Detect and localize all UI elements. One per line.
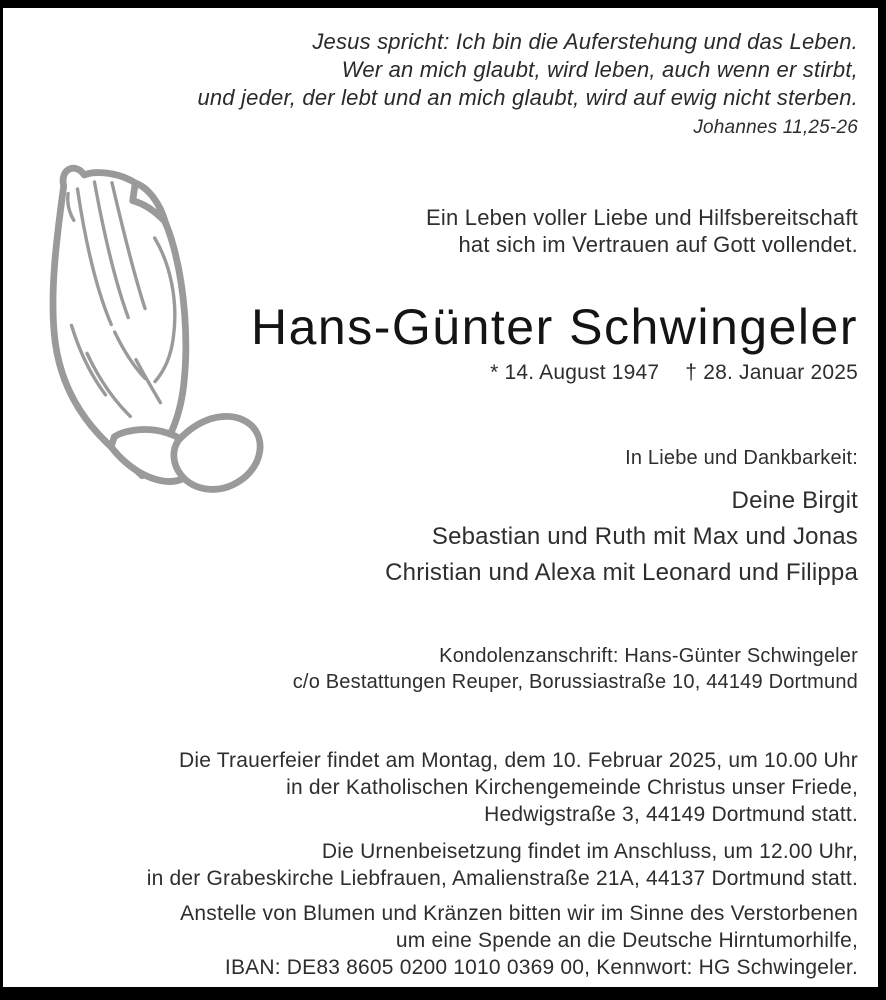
donation-line: um eine Spende an die Deutsche Hirntumorhilfe,: [395, 929, 858, 952]
family-members: [3, 483, 858, 591]
intro-text: [3, 204, 858, 258]
quote-line: Wer an mich glaubt, wird leben, auch wenn er stirbt,: [341, 57, 858, 82]
notice-content: [3, 8, 878, 981]
donation-info: [3, 900, 858, 981]
family-intro: In Liebe und Dankbarkeit:: [625, 447, 858, 469]
funeral-line: Hedwigstraße 3, 44149 Dortmund statt.: [484, 803, 858, 826]
donation-line: IBAN: DE83 8605 0200 1010 0369 00, Kennwort: HG Schwingeler.: [224, 956, 858, 979]
life-dates: [3, 360, 858, 386]
family-member: Sebastian und Ruth mit Max und Jonas: [431, 523, 858, 550]
funeral-line: Die Trauerfeier findet am Montag, dem 10. Februar 2025, um 10.00 Uhr: [179, 749, 858, 772]
donation-line: Anstelle von Blumen und Kränzen bitten wir im Sinne des Verstorbenen: [180, 902, 858, 925]
deceased-name: Hans-Günter Schwingeler: [251, 299, 858, 355]
condolence-line: Kondolenzanschrift: Hans-Günter Schwingeler: [439, 645, 858, 667]
quote-line: Jesus spricht: Ich bin die Auferstehung und das Leben.: [312, 29, 858, 54]
burial-info: [3, 838, 858, 892]
quote-source: Johannes 11,25-26: [693, 117, 858, 138]
burial-line: in der Grabeskirche Liebfrauen, Amalienstraße 21A, 44137 Dortmund statt.: [146, 867, 858, 890]
funeral-line: in der Katholischen Kirchengemeinde Christus unser Friede,: [286, 776, 858, 799]
burial-line: Die Urnenbeisetzung findet im Anschluss, um 12.00 Uhr,: [321, 840, 858, 863]
condolence-address: [3, 643, 858, 695]
bible-quote: [3, 28, 858, 112]
death-date: † 28. Januar 2025: [685, 361, 858, 384]
funeral-service-info: [3, 747, 858, 828]
family-member: Christian und Alexa mit Leonard und Filippa: [385, 559, 858, 586]
condolence-line: c/o Bestattungen Reuper, Borussiastraße 10, 44149 Dortmund: [292, 671, 858, 693]
family-member: Deine Birgit: [731, 487, 858, 514]
intro-line: hat sich im Vertrauen auf Gott vollendet.: [458, 232, 858, 257]
quote-line: und jeder, der lebt und an mich glaubt, wird auf ewig nicht sterben.: [197, 85, 858, 110]
birth-date: * 14. August 1947: [490, 361, 660, 384]
intro-line: Ein Leben voller Liebe und Hilfsbereitschaft: [426, 205, 858, 230]
